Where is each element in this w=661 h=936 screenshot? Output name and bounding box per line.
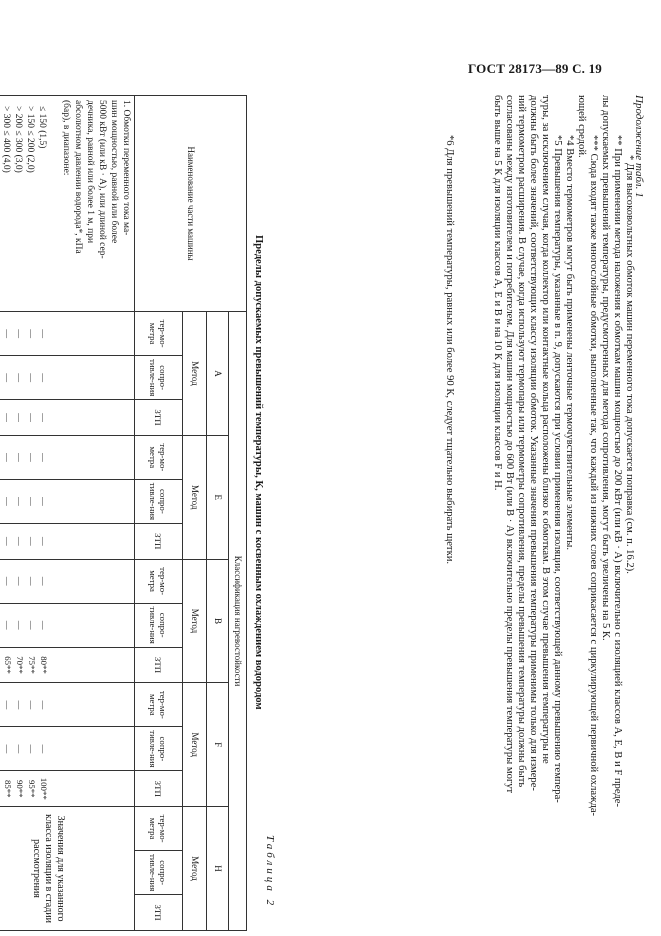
table-value: — bbox=[39, 620, 49, 630]
subheader-Е-0: тер-мо-метра bbox=[135, 435, 183, 479]
table-value: 70** bbox=[15, 656, 25, 674]
part-line: > 200 ≤ 300 (3,0) bbox=[13, 106, 23, 173]
footnote-5b: туры, за исключением случая, когда коллектор или контактные кольца расположены близко к обмоткам. В этом случае превышения температуры не bbox=[540, 95, 551, 764]
footnote-6: *6 Для превышений температуры, равных или более 90 К, следует тщательно выбирать щетки. bbox=[444, 135, 455, 565]
table-value: — bbox=[3, 329, 13, 338]
table-value: — bbox=[3, 536, 13, 546]
table-value bbox=[0, 438, 2, 477]
table-value bbox=[0, 526, 2, 557]
method-e: Метод bbox=[183, 435, 207, 559]
footnote-3b: ющей средой. bbox=[576, 95, 587, 158]
continuation-label: Продолжение табл. 1 bbox=[633, 95, 645, 198]
table-value: — bbox=[39, 413, 49, 422]
table-label: Таблица 2 bbox=[264, 835, 276, 909]
part-line: 1. Обмотки переменного тока ма- bbox=[121, 100, 131, 236]
table-value: 100** bbox=[39, 777, 49, 800]
table-value: — bbox=[15, 452, 25, 462]
b-ztp bbox=[0, 647, 135, 683]
footnote-1: * Для высоковольтных обмоток машин переменного тока допускается поправка (см. п. 16.2). bbox=[624, 155, 635, 574]
table-value bbox=[0, 606, 2, 645]
e-ztp bbox=[0, 523, 135, 559]
table-value: — bbox=[15, 329, 25, 338]
table-value: — bbox=[15, 744, 25, 754]
table-value: — bbox=[3, 620, 13, 630]
page-header: ГОСТ 28173—89 С. 19 bbox=[468, 61, 602, 76]
subheader-В-1: сопро-тивле-ния bbox=[135, 603, 183, 647]
subheader-Н-2: ЗТП bbox=[135, 895, 183, 931]
table-value: — bbox=[39, 452, 49, 462]
e-resist bbox=[0, 479, 135, 523]
class-h: Н bbox=[207, 807, 229, 931]
subheader-F-2: ЗТП bbox=[135, 771, 183, 807]
table-value bbox=[0, 685, 2, 724]
table-value: 80** bbox=[39, 656, 49, 674]
table-value: — bbox=[27, 700, 37, 710]
footnote-2a: ** При применении метода наложения к обмоткам машин мощностью до 200 кВт (или кВ · А) включительно с изоляцией классов А, Е, В и F преде- bbox=[612, 135, 623, 808]
table-value: — bbox=[39, 373, 49, 383]
footnote-5a: *5 Превышения температуры, указанные в п. 9, допускаются при условии применения изоляции, соответствующей данному превышению темпера- bbox=[552, 135, 563, 803]
table-value bbox=[0, 650, 2, 681]
table-value bbox=[0, 402, 2, 433]
table-value bbox=[0, 314, 2, 353]
table-value: 95** bbox=[27, 779, 37, 798]
table-value: — bbox=[39, 576, 49, 586]
table-value: — bbox=[27, 452, 37, 462]
part-line: 5000 кВт (или кВ · А), или длиной сер- bbox=[97, 100, 107, 259]
h-note: Значения для указанного класса изоляции в стадии рассмотрения bbox=[0, 807, 135, 931]
a-resist bbox=[0, 356, 135, 400]
table-value: — bbox=[15, 413, 25, 422]
table-value: 85** bbox=[3, 779, 13, 798]
class-e: Е bbox=[207, 435, 229, 559]
subheader-F-0: тер-мо-метра bbox=[135, 683, 183, 727]
table-value bbox=[0, 562, 2, 601]
table-value: — bbox=[15, 497, 25, 506]
table-value: — bbox=[15, 700, 25, 710]
table-value: — bbox=[27, 536, 37, 546]
table-value: — bbox=[3, 373, 13, 383]
col-header-class: Классификация нагревостойкости bbox=[229, 312, 247, 931]
table-value: — bbox=[3, 700, 13, 710]
method-f: Метод bbox=[183, 683, 207, 807]
table-value: — bbox=[3, 452, 13, 462]
footnote-3a: *** Сюда входят также многослойные обмотки, выполненные так, что каждый из нижних слоев соприкасается с циркулирующей первичной охлажда- bbox=[588, 135, 599, 817]
subheader-А-0: тер-мо-метра bbox=[135, 312, 183, 356]
table-value: 75** bbox=[27, 656, 37, 674]
footnote-5f: быть выше на 5 К для изоляции классов А, Е и В и на 10 К для изоляции классов F и Н. bbox=[492, 95, 503, 491]
footnote-5e: согласованы между изготовителем и потребителем. Для машин мощностью до 600 Вт (или В · А) включительно пределы превышения температуры могут bbox=[504, 95, 515, 794]
table-value: — bbox=[39, 497, 49, 506]
subheader-F-1: сопро-тивле-ния bbox=[135, 727, 183, 771]
subheader-А-2: ЗТП bbox=[135, 400, 183, 436]
f-ztp bbox=[0, 771, 135, 807]
table-value: — bbox=[3, 413, 13, 422]
col-header-part: Наименование части машины bbox=[135, 96, 247, 312]
part-line: (бар), в диапазоне: bbox=[61, 100, 71, 176]
b-resist bbox=[0, 603, 135, 647]
a-ztp bbox=[0, 400, 135, 436]
part-line: ≤ 150 (1,5) bbox=[37, 106, 47, 149]
table-title: Пределы допускаемых превышений температуры, К, машин с косвенным охлаждением водородом bbox=[253, 235, 264, 710]
subheader-Н-0: тер-мо-метра bbox=[135, 807, 183, 851]
f-thermo bbox=[0, 683, 135, 727]
table-value bbox=[0, 729, 2, 768]
part-line: дечника, равной или более 1 м, при bbox=[85, 100, 95, 244]
footnote-4: *4 Вместо термометров могут быть применены ленточные термочувствительные элементы. bbox=[564, 135, 575, 550]
subheader-В-0: тер-мо-метра bbox=[135, 559, 183, 603]
table-value: — bbox=[27, 413, 37, 422]
subheader-Н-1: сопро-тивле-ния bbox=[135, 851, 183, 895]
table-value: — bbox=[15, 620, 25, 630]
footnote-5c: должны быть более значений, соответствующих классу изоляции обмоток. Указанные значения превышения температуры применимы только для измере- bbox=[528, 95, 539, 791]
table-value: — bbox=[39, 329, 49, 338]
table-value: — bbox=[3, 497, 13, 506]
table-value: — bbox=[27, 497, 37, 506]
method-a: Метод bbox=[183, 312, 207, 436]
rotated-content bbox=[1, 95, 645, 931]
table-value: — bbox=[39, 700, 49, 710]
table-value: — bbox=[15, 536, 25, 546]
table-value: — bbox=[27, 329, 37, 338]
class-f: F bbox=[207, 683, 229, 807]
table-value: — bbox=[27, 373, 37, 383]
table-value: — bbox=[3, 744, 13, 754]
subheader-В-2: ЗТП bbox=[135, 647, 183, 683]
table-value bbox=[0, 773, 2, 804]
table-value: 65** bbox=[3, 656, 13, 674]
method-h: Метод bbox=[183, 807, 207, 931]
part-line: > 150 ≤ 200 (2,0) bbox=[25, 106, 35, 173]
a-thermo bbox=[0, 312, 135, 356]
table-value: — bbox=[15, 373, 25, 383]
part-line: абсолютном давлении водорода*, кПа bbox=[73, 100, 83, 254]
e-thermo bbox=[0, 435, 135, 479]
part-line: шин мощностью, равной или более bbox=[109, 100, 119, 244]
subheader-Е-2: ЗТП bbox=[135, 523, 183, 559]
table-value: — bbox=[27, 620, 37, 630]
subheader-Е-1: сопро-тивле-ния bbox=[135, 479, 183, 523]
class-b: В bbox=[207, 559, 229, 683]
part-line: > 300 ≤ 400 (4,0) bbox=[1, 106, 11, 173]
f-resist bbox=[0, 727, 135, 771]
table-value: — bbox=[27, 576, 37, 586]
table-value: — bbox=[27, 744, 37, 754]
footnote-5d: ний термометром расширения. В случае, когда используют термопары или термометры сопротивления, пределы превышения температуры должны быть bbox=[516, 95, 527, 788]
table-value bbox=[0, 358, 2, 397]
subheader-А-1: сопро-тивле-ния bbox=[135, 356, 183, 400]
b-thermo bbox=[0, 559, 135, 603]
part-line bbox=[48, 100, 60, 307]
footnote-2b: лы допускаемых превышений температуры, предусмотренных для метода сопротивления, могут быть увеличены на 5 К. bbox=[600, 95, 611, 641]
table-value: 90** bbox=[15, 779, 25, 798]
table-value bbox=[0, 482, 2, 521]
table-value: — bbox=[15, 576, 25, 586]
table-value: — bbox=[39, 536, 49, 546]
table-value: — bbox=[3, 576, 13, 586]
method-b: Метод bbox=[183, 559, 207, 683]
part-cell bbox=[0, 96, 135, 312]
temperature-table bbox=[0, 95, 247, 931]
class-a: А bbox=[207, 312, 229, 436]
table-value: — bbox=[39, 744, 49, 754]
